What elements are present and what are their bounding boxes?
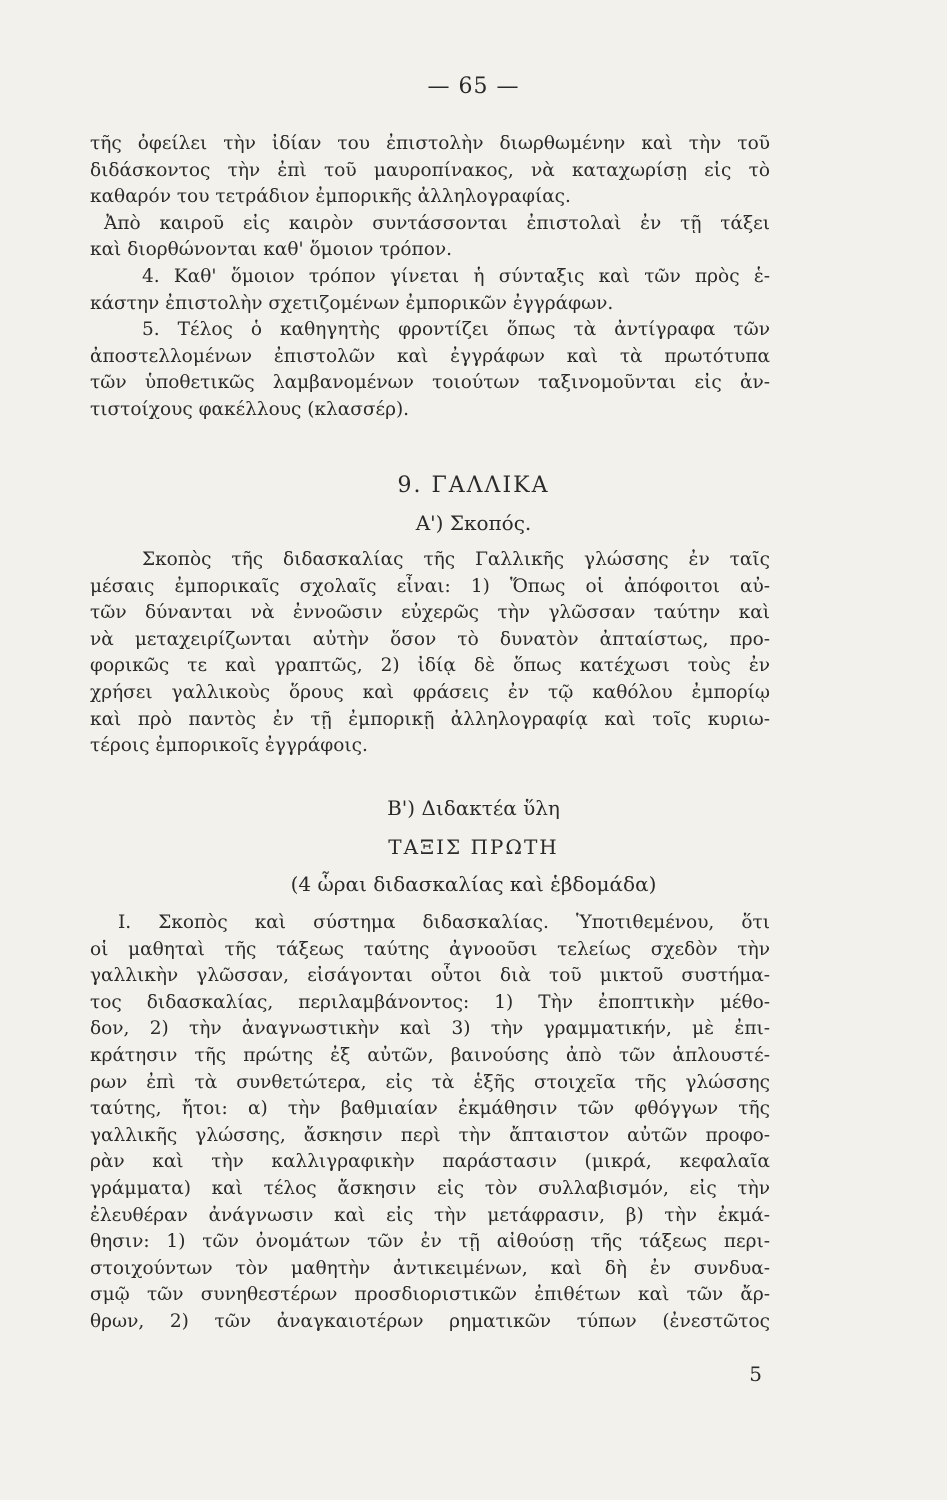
text-line: κράτησιν τῆς πρώτης ἐξ αὐτῶν, βαινούσης ἀπὸ τῶν ἁπλουστέ- [90,1044,770,1066]
paragraph-block-3 [90,910,770,1336]
text-line: φορικῶς τε καὶ γραπτῶς, 2) ἰδίᾳ δὲ ὅπως κατέχωσι τοὺς ἐν [90,655,770,677]
subsection-heading-goal: Α') Σκοπός. [415,511,532,535]
text-line: Σκοπὸς τῆς διδασκαλίας τῆς Γαλλικῆς γλώσσης ἐν ταῖς [142,549,770,570]
text-line: I. Σκοπὸς καὶ σύστημα διδασκαλίας. Ὑποτιθεμένου, ὅτι [118,912,770,933]
text-line: τος διδασκαλίας, περιλαμβάνοντος: 1) Τὴν ἐποπτικὴν μέθο- [90,991,770,1013]
text-line: ταύτης, ἤτοι: α) τὴν βαθμιαίαν ἐκμάθησιν τῶν φθόγγων τῆς [90,1098,770,1120]
text-line: θρων, 2) τῶν ἀναγκαιοτέρων ρηματικῶν τύπων (ἐνεστῶτος [90,1310,770,1332]
text-line: οἱ μαθηταὶ τῆς τάξεως ταύτης ἀγνοοῦσι τελείως σχεδὸν τὴν [90,938,770,960]
signature-mark: 5 [749,1362,762,1386]
text-line: νὰ μεταχειρίζωνται αὐτὴν ὅσον τὸ δυνατὸν ἀπταίστως, προ- [90,628,770,650]
hours-note: (4 ὧραι διδασκαλίας καὶ ἑβδομάδα) [290,872,657,896]
text-line: θησιν: 1) τῶν ὀνομάτων τῶν ἐν τῇ αἰθούσῃ τῆς τάξεως περι- [90,1231,770,1253]
text-line: τῶν δύνανται νὰ ἐννοῶσιν εὐχερῶς τὴν γλῶσσαν ταύτην καὶ [90,602,770,624]
text-line: τέροις ἐμπορικοῖς ἐγγράφοις. [90,735,368,757]
text-line: κάστην ἐπιστολὴν σχετιζομένων ἐμπορικῶν ἐγγράφων. [90,292,614,314]
text-line: γράμματα) καὶ τέλος ἄσκησιν εἰς τὸν συλλαβισμόν, εἰς τὴν [90,1177,770,1199]
text-line: σμῷ τῶν συνηθεστέρων προσδιοριστικῶν ἐπιθέτων καὶ τῶν ἄρ- [90,1284,770,1306]
paragraph-block-2 [90,547,770,760]
paragraph-block-1 [90,131,770,424]
text-line: 5. Τέλος ὁ καθηγητὴς φροντίζει ὅπως τὰ ἀντίγραφα τῶν [142,319,770,341]
text-line: τῶν ὑποθετικῶς λαμβανομένων τοιούτων ταξινομοῦνται εἰς ἀν- [90,372,770,394]
text-line: ρων ἐπὶ τὰ συνθετώτερα, εἰς τὰ ἑξῆς στοιχεῖα τῆς γλώσσης [90,1071,770,1093]
text-line: μέσαις ἐμπορικαῖς σχολαῖς εἶναι: 1) Ὅπως οἱ ἀπόφοιτοι αὐ- [90,575,770,597]
subsection-heading-material: Β') Διδακτέα ὕλη [387,796,560,820]
text-line: τῆς ὀφείλει τὴν ἰδίαν του ἐπιστολὴν διωρθωμένην καὶ τὴν τοῦ [90,133,770,154]
class-heading: ΤΑΞΙΣ ΠΡΩΤΗ [388,835,559,859]
text-line: ἐλευθέραν ἀνάγνωσιν καὶ εἰς τὴν μετάφρασιν, β) τὴν ἐκμά- [90,1204,770,1226]
text-line: γαλλικὴν γλῶσσαν, εἰσάγονται οὗτοι διὰ τοῦ μικτοῦ συστήμα- [90,965,770,987]
text-line: χρήσει γαλλικοὺς ὅρους καὶ φράσεις ἐν τῷ καθόλου ἐμπορίῳ [90,681,770,703]
text-line: καὶ πρὸ παντὸς ἐν τῇ ἐμπορικῇ ἀλληλογραφίᾳ καὶ τοῖς κυριω- [90,708,770,730]
text-line: ἀποστελλομένων ἐπιστολῶν καὶ ἐγγράφων καὶ τὰ πρωτότυπα [90,345,770,367]
text-line: τιστοίχους φακέλλους (κλασσέρ). [90,398,410,420]
text-line: καθαρόν του τετράδιον ἐμπορικῆς ἀλληλογραφίας. [90,186,571,208]
text-line: 4. Καθ' ὅμοιον τρόπον γίνεται ἡ σύνταξις καὶ τῶν πρὸς ἑ- [142,265,770,287]
text-line: καὶ διορθώνονται καθ' ὅμοιον τρόπον. [90,239,452,261]
section-heading: 9. ΓΑΛΛΙΚΑ [397,473,550,498]
text-line: Ἀπὸ καιροῦ εἰς καιρὸν συντάσσονται ἐπιστολαὶ ἐν τῇ τάξει [104,212,770,234]
text-line: στοιχούντων τὸν μαθητὴν ἀντικειμένων, καὶ δὴ ἐν συνδυα- [90,1257,770,1279]
page-number: — 65 — [427,74,520,99]
text-line: διδάσκοντος τὴν ἐπὶ τοῦ μαυροπίνακος, νὰ καταχωρίσῃ εἰς τὸ [90,159,770,181]
text-line: γαλλικῆς γλώσσης, ἄσκησιν περὶ τὴν ἄπταιστον αὐτῶν προφο- [90,1124,770,1146]
text-line: δον, 2) τὴν ἀναγνωστικὴν καὶ 3) τὴν γραμματικήν, μὲ ἐπι- [90,1018,770,1040]
text-line: ρὰν καὶ τὴν καλλιγραφικὴν παράστασιν (μικρά, κεφαλαῖα [90,1151,770,1173]
